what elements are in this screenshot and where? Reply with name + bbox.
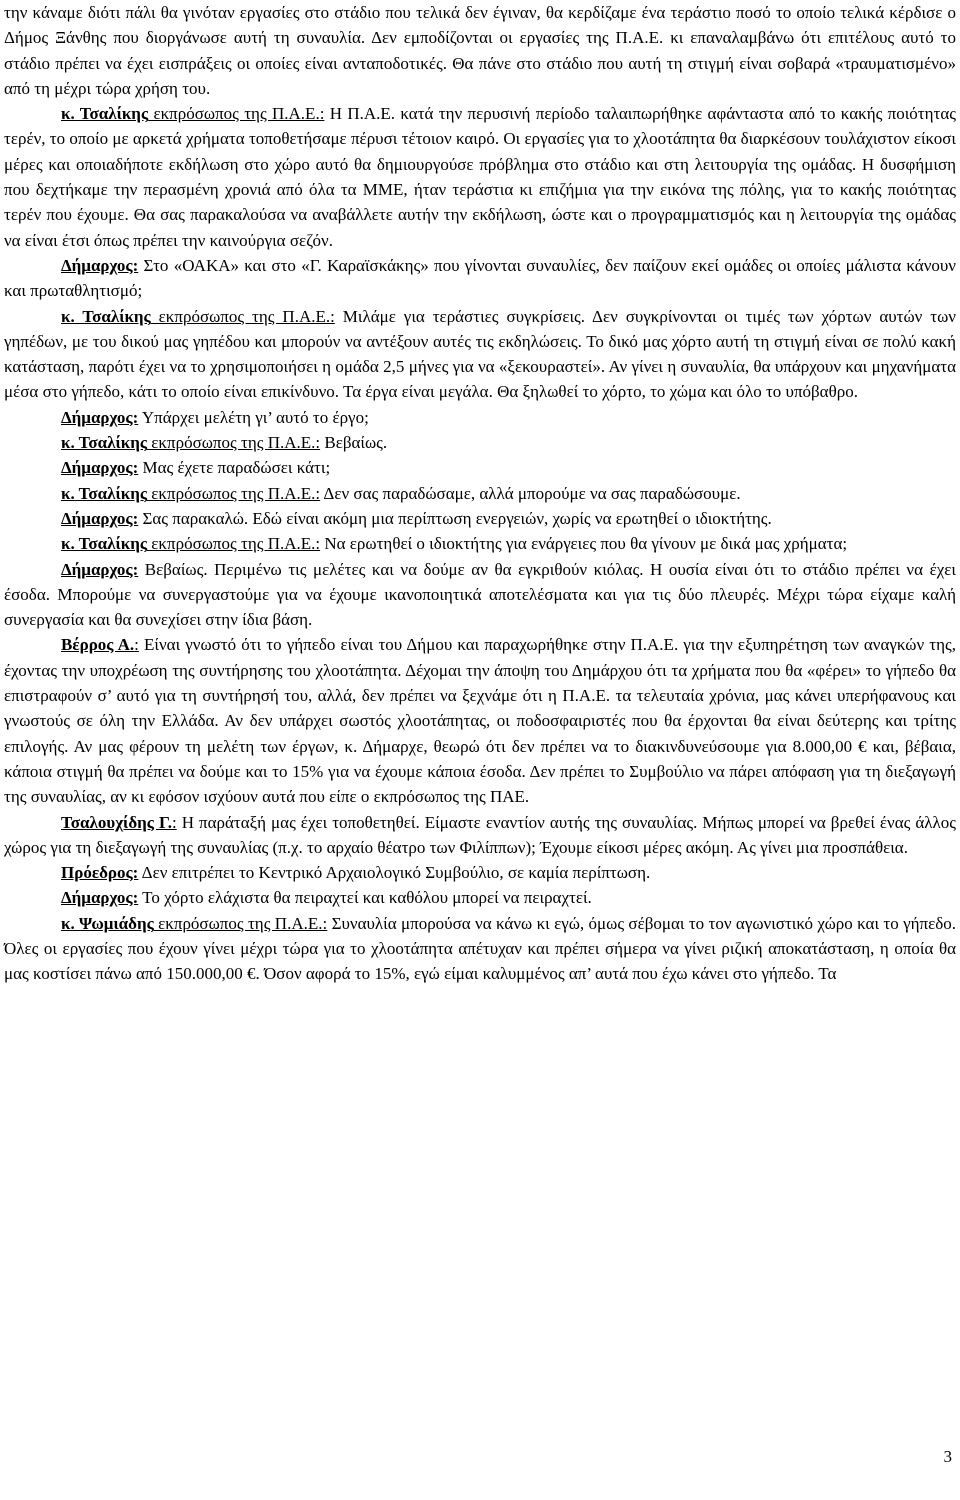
speaker-name: κ. Τσαλίκης xyxy=(61,483,148,503)
speaker-name: Δήμαρχος: xyxy=(61,407,139,427)
paragraph xyxy=(4,304,956,405)
speaker-affiliation: εκπρόσωπος της Π.Α.Ε.: xyxy=(147,433,321,453)
speaker-affiliation: εκπρόσωπος της Π.Α.Ε.: xyxy=(148,104,325,124)
paragraph-text: Δεν επιτρέπει το Κεντρικό Αρχαιολογικό Συμβούλιο, σε καμία περίπτωση. xyxy=(138,863,651,883)
paragraph xyxy=(4,860,956,885)
speaker-affiliation: : xyxy=(171,812,177,832)
paragraph-text: Η παράταξή μας έχει τοποθετηθεί. Είμαστε εναντίον αυτής της συναυλίας. Μήπως μπορεί να βρεθεί ένας άλλος χώρος για τη διεξαγωγή της συναυλίας (π.χ. το αρχαίο θέατρο των Φιλίππων); Έχουμε είκοσι μέρες ακόμη. Ας γίνει μια προσπάθεια. xyxy=(4,812,956,857)
paragraph xyxy=(4,506,956,531)
paragraph xyxy=(4,430,956,455)
speaker-affiliation: : xyxy=(134,635,139,655)
speaker-name: Δήμαρχος: xyxy=(61,559,139,579)
paragraph-text: Μας έχετε παραδώσει κάτι; xyxy=(138,458,331,478)
speaker-name: Δήμαρχος: xyxy=(61,888,139,908)
paragraph xyxy=(4,405,956,430)
speaker-affiliation: εκπρόσωπος της Π.Α.Ε.: xyxy=(147,483,321,503)
speaker-name: Δήμαρχος: xyxy=(61,458,139,478)
paragraph xyxy=(4,810,956,861)
paragraph xyxy=(4,455,956,480)
page-number: 3 xyxy=(943,1447,952,1466)
speaker-affiliation: εκπρόσωπος της Π.Α.Ε.: xyxy=(153,913,328,933)
paragraph-text: Υπάρχει μελέτη γι’ αυτό το έργο; xyxy=(138,407,369,427)
speaker-name: κ. Τσαλίκης xyxy=(61,104,149,124)
speaker-name: κ. Ψωμιάδης xyxy=(61,913,154,933)
paragraph-text: Συναυλία μπορούσα να κάνω κι εγώ, όμως σέβομαι το τον αγωνιστικό χώρο και το γήπεδο. Όλες οι εργασίες που έχουν γίνει μέχρι τώρα για το χλοοτάπητα απέτυχαν και πρέπει σήμερα να γίνει ριζική αποκατάσταση, η οποία θα μας κοστίσει πάνω από 150.000,00 €. Όσον αφορά το 15%, εγώ είμαι καλυμμένος απ’ αυτά που έχω κάνει στο γήπεδο. Τα xyxy=(4,913,956,984)
paragraph-text: Βεβαίως. Περιμένω τις μελέτες και να δούμε αν θα εγκριθούν κιόλας. Η ουσία είναι ότι το στάδιο πρέπει να έχει έσοδα. Μπορούμε να συνεργαστούμε για να έχουμε ικανοποιητικά αποτελέσματα και για τις δύο πλευρές. Μέχρι τώρα είχαμε καλή συνεργασία και θα συνεχίσει στην ίδια βάση. xyxy=(4,559,956,630)
speaker-name: κ. Τσαλίκης xyxy=(61,433,148,453)
paragraph xyxy=(4,531,956,556)
speaker-name: κ. Τσαλίκης xyxy=(61,534,148,554)
speaker-name: Βέρρος Α. xyxy=(61,635,135,655)
paragraph-text: την κάναμε διότι πάλι θα γινόταν εργασίες στο στάδιο που τελικά δεν έγιναν, θα κερδίζαμε ένα τεράστιο ποσό το οποίο τελικά κέρδισε ο Δήμος Ξάνθης που διοργάνωσε αυτή τη συναυλία. Δεν εμποδίζονται οι εργασίες της Π.Α.Ε. κι επαναλαμβάνω ότι επιτέλους αυτό το στάδιο πρέπει να έχει εισπράξεις οι οποίες είναι ανταποδοτικές. Θα πάνε στο στάδιο που αυτή τη στιγμή είναι σοβαρά «τραυματισμένο» από τη μέχρι τώρα χρήση του. xyxy=(4,3,956,98)
paragraph xyxy=(4,632,956,809)
paragraph-text: Στο «ΟΑΚΑ» και στο «Γ. Καραϊσκάκης» που γίνονται συναυλίες, δεν παίζουν εκεί ομάδες οι οποίες μάλιστα κάνουν και πρωταθλητισμό; xyxy=(4,255,956,301)
speaker-name: κ. Τσαλίκης xyxy=(61,306,151,326)
paragraph xyxy=(4,885,956,910)
speaker-name: Δήμαρχος: xyxy=(61,255,139,275)
paragraph-text: Είναι γνωστό ότι το γήπεδο είναι του Δήμου και παραχωρήθηκε στην Π.Α.Ε. για την εξυπηρέτηση των αναγκών της, έχοντας την υποχρέωση της συντήρησης του χλοοτάπητα. Δέχομαι την άποψη του Δημάρχου ότι τα χρήματα που θα «φέρει» το γήπεδο θα επιστραφούν σ’ αυτό για τη συντήρησή του, αλλά, δεν πρέπει να ξεχνάμε ότι η Π.Α.Ε. τα τελευταία χρόνια, μας κάνει υπερήφανους και γνωστούς σε όλη την Ελλάδα. Αν δεν υπάρχει σωστός χλοοτάπητας, οι ποδοσφαιριστές που θα έρχονται θα είναι δεύτερης και τρίτης επιλογής. Αν μας φέρουν τη μελέτη των έργων, κ. Δήμαρχε, θεωρώ ότι δεν πρέπει να το διακινδυνεύσουμε για 8.000,00 € και, βέβαια, κάποια στιγμή θα πρέπει να δούμε και το 15% για να έχουμε κάποια έσοδα. Δεν πρέπει το Συμβούλιο να πάρει απόφαση για τη διεξαγωγή της συναυλίας, αν κι εφόσον ισχύουν αυτά που είπε ο εκπρόσωπος της ΠΑΕ. xyxy=(4,635,956,807)
speaker-name: Τσαλουχίδης Γ. xyxy=(61,812,172,832)
paragraph xyxy=(4,101,956,253)
paragraph xyxy=(4,557,956,633)
paragraph xyxy=(4,481,956,506)
paragraph-text: Σας παρακαλώ. Εδώ είναι ακόμη μια περίπτωση ενεργειών, χωρίς να ερωτηθεί ο ιδιοκτήτης. xyxy=(138,508,772,528)
speaker-affiliation: εκπρόσωπος της Π.Α.Ε.: xyxy=(150,306,335,326)
paragraph-text: Το χόρτο ελάχιστα θα πειραχτεί και καθόλου μπορεί να πειραχτεί. xyxy=(138,888,592,908)
paragraph xyxy=(4,253,956,304)
speaker-name: Δήμαρχος: xyxy=(61,508,139,528)
paragraph-text: Η Π.Α.Ε. κατά την περυσινή περίοδο ταλαιπωρήθηκε αφάνταστα από το κακής ποιότητας τερέν, το οποίο με αρκετά χρήματα τοποθετήσαμε πέρυσι τέτοιον καιρό. Οι εργασίες για το χλοοτάπητα θα διαρκέσουν τουλάχιστον είκοσι μέρες και οποιαδήποτε εκδήλωση στο χώρο αυτό θα δημιουργούσε πρόβλημα στο στάδιο και στη λειτουργία της ομάδας. Η δυσφήμιση που δεχτήκαμε την περασμένη χρονιά από όλα τα ΜΜΕ, ήταν τεράστια κι επιζήμια για την εικόνα της πόλης, για το κακής ποιότητας τερέν που έχουμε. Θα σας παρακαλούσα να αναβάλλετε αυτήν την εκδήλωση, ώστε και ο προγραμματισμός και η λειτουργία της ομάδας να είναι έτσι όπως πρέπει την καινούργια σεζόν. xyxy=(4,104,956,250)
paragraph xyxy=(4,0,956,101)
speaker-name: Πρόεδρος: xyxy=(61,863,139,883)
paragraph-text: Μιλάμε για τεράστιες συγκρίσεις. Δεν συγκρίνονται οι τιμές των χόρτων αυτών των γηπέδων, με του δικού μας γηπέδου και μπορούν να αντέξουν αυτές τις εκδηλώσεις. Το δικό μας χόρτο αυτή τη στιγμή είναι σε πολύ κακή κατάσταση, παρότι έχει να το χρησιμοποιήσει η ομάδα 2,5 μήνες για να «ξεκουραστεί». Αν γίνει η συναυλία, θα υπάρχουν και μηχανήματα μέσα στο γήπεδο, κάτι το οποίο είναι επικίνδυνο. Τα έργα είναι μεγάλα. Θα ξηλωθεί το χόρτο, το χώμα και όλο το υπόβαθρο. xyxy=(4,306,956,402)
paragraph-text: Βεβαίως. xyxy=(320,433,388,453)
paragraph-text: Δεν σας παραδώσαμε, αλλά μπορούμε να σας παραδώσουμε. xyxy=(320,483,741,503)
paragraph xyxy=(4,911,956,987)
speaker-affiliation: εκπρόσωπος της Π.Α.Ε.: xyxy=(147,534,321,554)
paragraph-text: Να ερωτηθεί ο ιδιοκτήτης για ενάργειες που θα γίνουν με δικά μας χρήματα; xyxy=(320,534,848,554)
